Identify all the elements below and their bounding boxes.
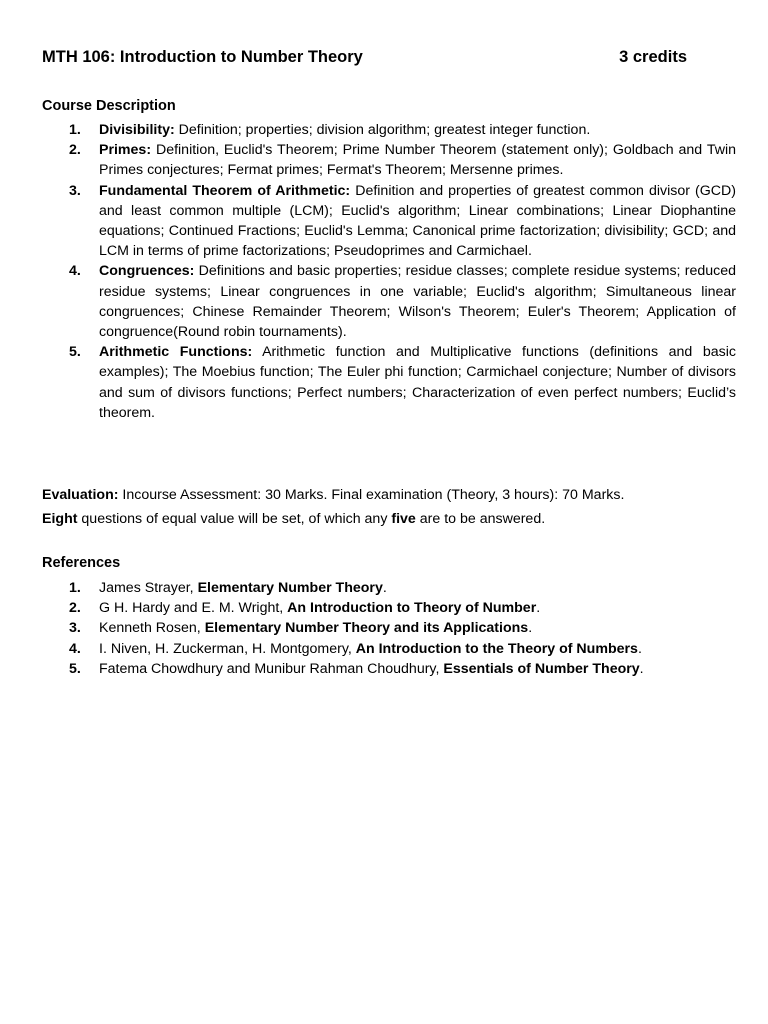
description-item <box>42 181 736 262</box>
item-text: Definitions and basic properties; residue classes; complete residue systems; reduced residue systems; Linear congruences in one variable; Euclid's algorithm; Simultaneous linear congruences; Chinese Remainder Theorem; Wilson's Theorem; Euler's Theorem; Application of congruence(Round robin tournaments). <box>99 263 736 341</box>
course-title: MTH 106: Introduction to Number Theory <box>42 48 363 66</box>
item-topic: Divisibility: <box>99 122 175 138</box>
item-topic: Congruences: <box>99 263 195 280</box>
course-credits: 3 credits <box>619 48 687 66</box>
item-text: Arithmetic function and Multiplicative functions (definitions and basic examples); The Moebius function; The Euler phi function; Carmichael conjecture; Number of divisors and sum of divisors functions; Perfect numbers; Characterization of even perfect numbers; Euclid’s theorem. <box>99 344 737 421</box>
reference-item: 4. I. Niven, H. Zuckerman, H. Montgomery, An Introduction to the Theory of Numbers. <box>69 640 642 657</box>
item-number: 4. <box>69 263 81 280</box>
course-description-list <box>42 120 736 423</box>
item-text: Definition; properties; division algorithm; greatest integer function. <box>174 122 591 138</box>
item-number: 2. <box>69 142 81 159</box>
evaluation-questions-line: Eight questions of equal value will be set, of which any five are to be answered. <box>42 511 546 527</box>
description-item <box>42 261 736 342</box>
references-list <box>42 578 736 679</box>
item-topic: Fundamental Theorem of Arithmetic: <box>99 182 351 199</box>
reference-title: An Introduction to the Theory of Numbers <box>355 640 638 657</box>
evaluation-text: Incourse Assessment: 30 Marks. Final examination (Theory, 3 hours): 70 Marks. <box>118 487 625 503</box>
reference-title: Elementary Number Theory <box>197 580 383 596</box>
evaluation-block <box>42 483 742 531</box>
description-item <box>42 140 736 180</box>
reference-item: 5. Fatema Chowdhury and Munibur Rahman Choudhury, Essentials of Number Theory. <box>69 660 644 677</box>
reference-item: 3. Kenneth Rosen, Elementary Number Theory and its Applications. <box>69 620 533 637</box>
item-text: Definition, Euclid's Theorem; Prime Number Theorem (statement only); Goldbach and Twin Primes conjectures; Fermat primes; Fermat's Theorem; Mersenne primes. <box>99 142 736 179</box>
description-item <box>42 342 736 423</box>
course-header <box>42 48 687 67</box>
item-number: 3. <box>69 182 81 199</box>
reference-title: An Introduction to Theory of Number <box>287 600 537 617</box>
references-heading: References <box>42 555 121 571</box>
item-number: 5. <box>69 344 81 361</box>
evaluation-line <box>42 483 742 507</box>
description-item <box>42 120 736 140</box>
evaluation-label: Evaluation: <box>42 487 119 503</box>
reference-title: Elementary Number Theory and its Applications <box>204 620 529 637</box>
course-description-heading: Course Description <box>42 98 176 114</box>
reference-title: Essentials of Number Theory <box>443 660 640 677</box>
item-topic: Arithmetic Functions: <box>99 344 253 361</box>
reference-item: 2. G H. Hardy and E. M. Wright, An Introduction to Theory of Number. <box>69 600 541 617</box>
item-topic: Primes: <box>99 142 152 159</box>
item-number: 1. <box>69 122 81 138</box>
item-text: Definition and properties of greatest common divisor (GCD) and least common multiple (LCM); Euclid's algorithm; Linear combinations; Linear Diophantine equations; Continued Fractions; Euclid's Lemma; Canonical prime factorization; divisibility; GCD; and LCM in terms of prime factorizations; Pseudoprimes and Carmichael. <box>99 182 736 260</box>
reference-item: 1. James Strayer, Elementary Number Theory. <box>69 580 387 596</box>
